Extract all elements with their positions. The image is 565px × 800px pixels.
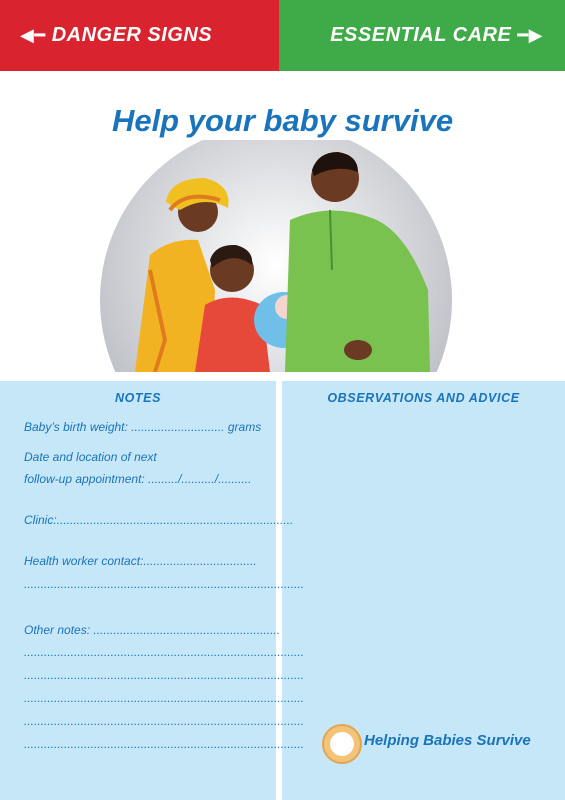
other-notes-line[interactable]: .................................................................................... xyxy=(24,714,305,728)
separator-band xyxy=(0,372,565,381)
other-notes-line[interactable]: .................................................................................... xyxy=(24,668,305,682)
tab-essential-care[interactable] xyxy=(279,0,565,71)
other-notes-line[interactable]: .................................................................................... xyxy=(24,737,305,751)
page-title: Help your baby survive xyxy=(111,103,454,138)
observations-heading: OBSERVATIONS AND ADVICE xyxy=(327,391,520,405)
family-illustration xyxy=(0,140,565,372)
arrow-left-icon: ◀━ xyxy=(20,25,46,45)
tab-danger-signs[interactable] xyxy=(0,0,279,71)
other-notes-field[interactable]: Other notes: ........................................................ xyxy=(24,623,281,637)
tab-danger-signs-label: DANGER SIGNS xyxy=(51,24,213,46)
notes-heading: NOTES xyxy=(114,391,162,405)
health-worker-contact-line[interactable]: .................................................................................... xyxy=(24,577,305,591)
birth-weight-field[interactable]: Baby’s birth weight: ............................ grams xyxy=(24,420,262,434)
other-notes-line[interactable]: .................................................................................... xyxy=(24,645,305,659)
logo-text: Helping Babies Survive xyxy=(364,732,531,749)
clinic-field[interactable]: Clinic:....................................................................... xyxy=(24,513,294,527)
next-appointment-label: Date and location of next xyxy=(24,450,157,464)
tab-essential-care-label: ESSENTIAL CARE xyxy=(330,24,512,46)
arrow-right-icon: ━▶ xyxy=(517,25,543,45)
helping-babies-survive-logo-icon xyxy=(322,724,362,764)
other-notes-line[interactable]: .................................................................................... xyxy=(24,691,305,705)
health-worker-contact-field[interactable]: Health worker contact:.................................. xyxy=(24,554,257,568)
follow-up-appointment-field[interactable]: follow-up appointment: ........./........../.......... xyxy=(24,472,252,486)
